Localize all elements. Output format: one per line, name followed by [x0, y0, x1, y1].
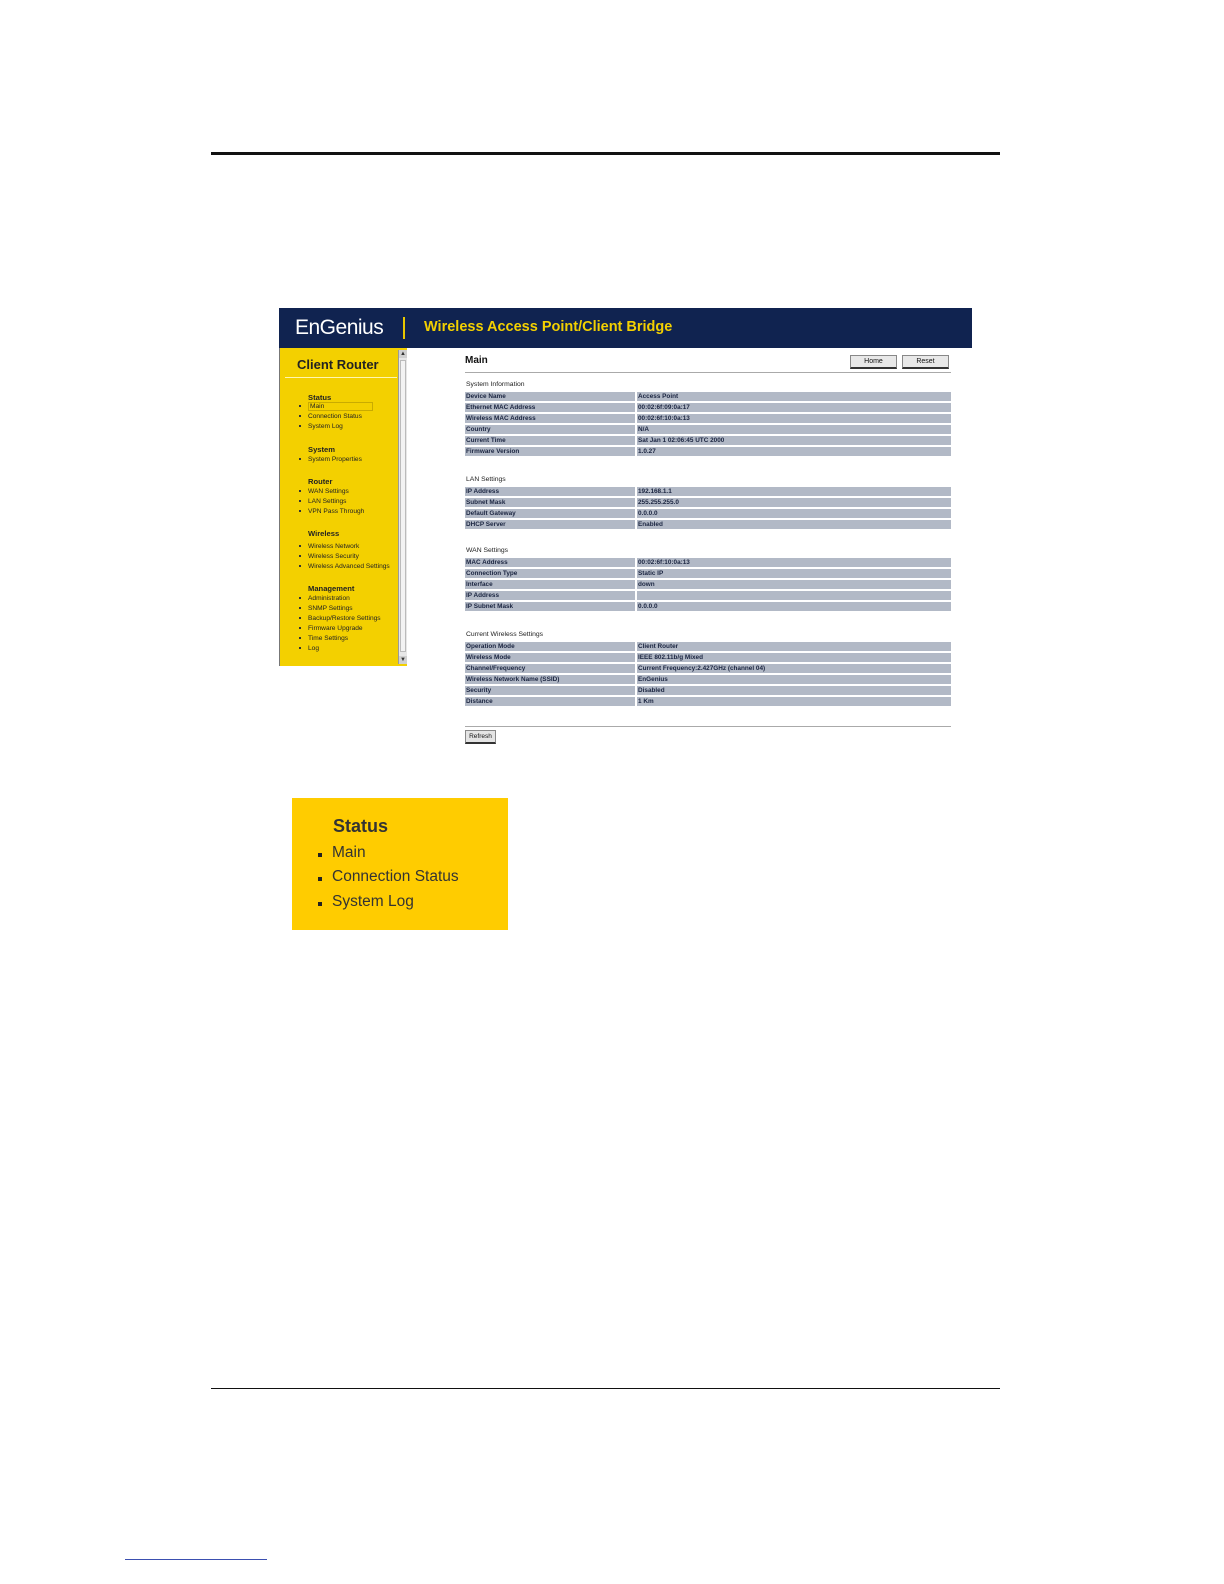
page-top-rule: [211, 152, 1000, 155]
section-title: WAN Settings: [466, 547, 509, 554]
field-value: Disabled: [635, 686, 951, 695]
field-label: Default Gateway: [465, 509, 635, 518]
sidebar-group-heading: System: [308, 445, 336, 454]
bullet-icon: [299, 510, 301, 512]
page-bottom-rule: [211, 1388, 1000, 1389]
sidebar-item-label: Wireless Network: [308, 543, 360, 550]
router-web-ui-screenshot: [279, 308, 972, 748]
sidebar-item-label: Connection Status: [308, 412, 362, 420]
sidebar-item-label: WAN Settings: [308, 488, 349, 495]
table-row: [465, 436, 951, 445]
field-value: down: [635, 580, 951, 589]
field-value: IEEE 802.11b/g Mixed: [635, 653, 951, 662]
field-value: EnGenius: [635, 675, 951, 684]
sidebar-left-edge: [279, 348, 280, 666]
bullet-icon: [299, 627, 301, 629]
bullet-icon: [299, 458, 301, 460]
table-row: [465, 675, 951, 684]
table-row: [465, 642, 951, 651]
table-row: [465, 602, 951, 611]
field-value: [635, 591, 951, 600]
sidebar-item-label: Time Settings: [308, 634, 349, 642]
field-value: 0.0.0.0: [635, 602, 951, 611]
section-title: Current Wireless Settings: [466, 631, 544, 638]
header-banner: [279, 308, 972, 348]
table-row: [465, 392, 951, 401]
field-value: 255.255.255.0: [635, 498, 951, 507]
field-label: Interface: [465, 580, 635, 589]
info-table: [465, 640, 951, 708]
bullet-icon: [299, 647, 301, 649]
field-label: Connection Type: [465, 569, 635, 578]
field-value: 00:02:6f:10:0a:13: [635, 414, 951, 423]
scroll-down-icon[interactable]: ▼: [400, 657, 406, 663]
field-label: Wireless Network Name (SSID): [465, 675, 635, 684]
bullet-icon: [299, 555, 301, 557]
bullet-icon: [299, 607, 301, 609]
table-row: [465, 697, 951, 706]
sidebar-group-heading: Router: [308, 477, 333, 486]
field-label: Distance: [465, 697, 635, 706]
field-value: Current Frequency:2.427GHz (channel 04): [635, 664, 951, 673]
section-title: System Information: [466, 381, 525, 388]
sidebar-item-label: SNMP Settings: [308, 604, 353, 612]
sidebar-divider: [285, 377, 397, 378]
sidebar-title: Client Router: [297, 357, 379, 372]
sidebar-group-heading: Wireless: [308, 529, 340, 538]
bottom-divider: [465, 726, 951, 727]
field-label: MAC Address: [465, 558, 635, 567]
sidebar-item-lan-settings[interactable]: [299, 498, 346, 505]
sidebar-scrollbar[interactable]: [398, 350, 407, 664]
field-label: Wireless MAC Address: [465, 414, 635, 423]
field-value: Client Router: [635, 642, 951, 651]
bullet-icon: [299, 405, 301, 407]
field-label: IP Address: [465, 591, 635, 600]
field-label: Channel/Frequency: [465, 664, 635, 673]
bullet-icon: [299, 425, 301, 427]
table-row: [465, 686, 951, 695]
field-label: Device Name: [465, 392, 635, 401]
sidebar-group-heading: Status: [308, 393, 332, 402]
status-menu-closeup: [292, 798, 508, 930]
table-row: [465, 664, 951, 673]
table-row: [465, 558, 951, 567]
sidebar-item-vpn-pass-through[interactable]: [299, 508, 364, 515]
field-value: 0.0.0.0: [635, 509, 951, 518]
status-item-label: System Log: [332, 893, 414, 910]
bullet-icon: [318, 902, 322, 906]
sidebar-item-log[interactable]: [299, 645, 319, 652]
header-separator: [403, 317, 405, 339]
status-item-label: Main: [332, 844, 366, 861]
field-value: 192.168.1.1: [635, 487, 951, 496]
table-row: [465, 591, 951, 600]
sidebar-item-label: Log: [308, 644, 320, 652]
page-title: Main: [465, 355, 488, 366]
sidebar-item-wireless-security[interactable]: [299, 553, 359, 560]
table-row: [465, 580, 951, 589]
table-row: [465, 509, 951, 518]
info-table: [465, 485, 951, 531]
field-label: IP Address: [465, 487, 635, 496]
sidebar-item-label: Firmware Upgrade: [308, 624, 363, 632]
sidebar-item-label: System Properties: [308, 456, 362, 463]
home-button[interactable]: Home: [850, 355, 897, 369]
field-value: Static IP: [635, 569, 951, 578]
bullet-icon: [299, 597, 301, 599]
sidebar-item-wan-settings[interactable]: [299, 488, 349, 495]
field-label: Wireless Mode: [465, 653, 635, 662]
table-row: [465, 447, 951, 456]
table-row: [465, 569, 951, 578]
info-table: [465, 390, 951, 458]
bullet-icon: [318, 853, 322, 857]
table-row: [465, 414, 951, 423]
product-title: Wireless Access Point/Client Bridge: [424, 319, 673, 335]
footer-link-underline: [125, 1559, 267, 1560]
bullet-icon: [299, 500, 301, 502]
field-value: N/A: [635, 425, 951, 434]
field-label: Operation Mode: [465, 642, 635, 651]
field-label: IP Subnet Mask: [465, 602, 635, 611]
field-value: Access Point: [635, 392, 951, 401]
bullet-icon: [299, 415, 301, 417]
field-label: Subnet Mask: [465, 498, 635, 507]
refresh-button[interactable]: Refresh: [465, 730, 496, 744]
field-label: Current Time: [465, 436, 635, 445]
sidebar-item-label: System Log: [308, 422, 343, 430]
bullet-icon: [299, 617, 301, 619]
sidebar-item-label: Main: [308, 402, 373, 411]
title-divider: [465, 372, 951, 373]
status-item-label: Connection Status: [332, 868, 459, 885]
reset-button[interactable]: Reset: [902, 355, 949, 369]
sidebar-item-backup-restore-settings[interactable]: [299, 615, 381, 622]
table-row: [465, 425, 951, 434]
table-row: [465, 403, 951, 412]
sidebar-item-time-settings[interactable]: [299, 635, 348, 642]
field-label: Security: [465, 686, 635, 695]
table-row: [465, 520, 951, 529]
engenius-logo: EnGenius: [295, 316, 384, 339]
sidebar-item-connection-status[interactable]: [299, 413, 362, 420]
sidebar-item-administration[interactable]: [299, 595, 350, 602]
status-item-connection-status[interactable]: [318, 868, 459, 886]
field-label: DHCP Server: [465, 520, 635, 529]
sidebar-item-label: Wireless Security: [308, 552, 359, 560]
sidebar-item-label: LAN Settings: [308, 497, 347, 505]
field-label: Country: [465, 425, 635, 434]
field-label: Ethernet MAC Address: [465, 403, 635, 412]
field-value: 00:02:6f:10:0a:13: [635, 558, 951, 567]
sidebar-item-firmware-upgrade[interactable]: [299, 625, 363, 632]
bullet-icon: [318, 877, 322, 881]
sidebar-group-heading: Management: [308, 584, 355, 593]
field-value: 00:02:6f:09:0a:17: [635, 403, 951, 412]
sidebar-item-label: Backup/Restore Settings: [308, 614, 381, 622]
sidebar-item-label: Administration: [308, 595, 350, 602]
sidebar-item-label: VPN Pass Through: [308, 507, 365, 515]
bullet-icon: [299, 565, 301, 567]
section-title: LAN Settings: [466, 476, 506, 483]
field-value: 1 Km: [635, 697, 951, 706]
field-value: Enabled: [635, 520, 951, 529]
sidebar-item-system-properties[interactable]: [299, 456, 362, 463]
status-heading: Status: [333, 816, 389, 836]
table-row: [465, 653, 951, 662]
field-value: 1.0.27: [635, 447, 951, 456]
field-label: Firmware Version: [465, 447, 635, 456]
sidebar-item-snmp-settings[interactable]: [299, 605, 353, 612]
status-item-system-log[interactable]: [318, 893, 414, 911]
field-value: Sat Jan 1 02:06:45 UTC 2000: [635, 436, 951, 445]
sidebar-item-wireless-advanced-settings[interactable]: [299, 563, 390, 570]
bullet-icon: [299, 490, 301, 492]
info-table: [465, 556, 951, 613]
table-row: [465, 487, 951, 496]
bullet-icon: [299, 545, 301, 547]
status-item-main[interactable]: [318, 844, 366, 862]
sidebar: [279, 348, 407, 666]
sidebar-item-label: Wireless Advanced Settings: [308, 562, 390, 570]
bullet-icon: [299, 637, 301, 639]
sidebar-item-wireless-network[interactable]: [299, 543, 359, 550]
sidebar-item-system-log[interactable]: [299, 423, 343, 430]
scroll-up-icon[interactable]: ▲: [400, 351, 406, 357]
sidebar-item-main[interactable]: [299, 403, 373, 410]
table-row: [465, 498, 951, 507]
scroll-thumb[interactable]: [400, 360, 406, 652]
